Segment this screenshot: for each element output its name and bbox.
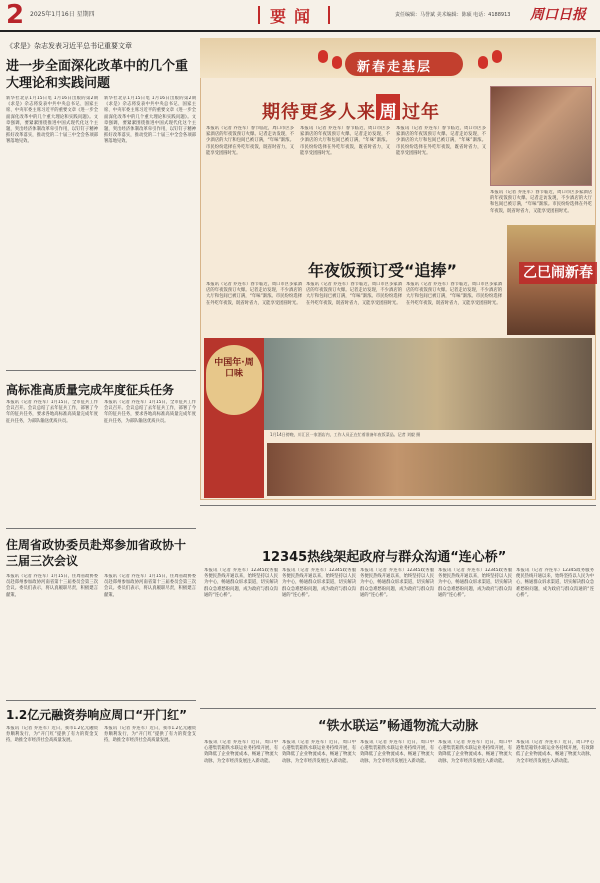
photo-label: 乙巳闹新春 (519, 262, 597, 284)
feature-body-col1: 本报讯（记者 乔连军）春节临近，周口市区多家酒店的年夜饭预订火爆。记者走访发现，不少酒店的大厅和包间已被订满，“年味”渐浓。市民纷纷选择在外吃年夜饭，既省时省力，又能享受团圆时光。 (206, 126, 294, 156)
photo-caption: 1月14日傍晚，川汇区一家酒店内，工作人员正在忙着准备年夜饭菜品。记者 刘毅 摄 (270, 432, 421, 437)
article6-body-col3: 本报讯（记者 乔连军）近日，周口中心港集装箱铁水联运业务持续开展，有效降低了企业物流成本，畅通了物流大动脉，为全市经济发展注入新动能。 (360, 740, 434, 764)
section-title: 要闻 (270, 7, 319, 26)
feature-body-col6: 本报讯（记者 乔连军）春节临近，周口市区多家酒店的年夜饭预订火爆。记者走访发现，不少酒店的大厅和包间已被订满，“年味”渐浓。市民纷纷选择在外吃年夜饭，既省时省力，又能享受团圆时光。 (306, 282, 402, 306)
feature-photo-bottom (267, 443, 592, 496)
article1-headline: 进一步全面深化改革中的几个重大理论和实践问题 (6, 59, 189, 91)
lantern-icon (492, 50, 502, 63)
section-divider-right (328, 6, 330, 24)
article4-headline: 1.2亿元融资券响应周口“开门红” (6, 708, 188, 722)
strip-emblem (206, 345, 262, 415)
lantern-icon (318, 50, 328, 63)
article5-body-col3: 本报讯（记者 乔连军）12345政务服务便民热线开通以来，始终坚持以人民为中心，畅通群众诉求渠道，切实解决群众急难愁盼问题，成为政府与群众沟通的“连心桥”。 (360, 568, 434, 598)
feature-body-col7: 本报讯（记者 乔连军）春节临近，周口市区多家酒店的年夜饭预订火爆。记者走访发现，不少酒店的大厅和包间已被订满，“年味”渐浓。市民纷纷选择在外吃年夜饭，既省时省力，又能享受团圆时光。 (406, 282, 502, 306)
article5-body-col1: 本报讯（记者 乔连军）12345政务服务便民热线开通以来，始终坚持以人民为中心，畅通群众诉求渠道，切实解决群众急难愁盼问题，成为政府与群众沟通的“连心桥”。 (204, 568, 278, 598)
feature-headline (262, 98, 440, 124)
divider (200, 708, 596, 709)
issue-date: 2025年1月16日 星期四 (30, 11, 95, 18)
article4-body-col1: 本报讯（记者 乔连军）近日，我市1.2亿元融资券顺利发行，为“开门红”提供了有力的资金支持，助推全市经济社会高质量发展。 (6, 726, 98, 744)
article3-headline: 住周省政协委员赴郑参加省政协十三届三次会议 (6, 538, 187, 568)
article5-body-col2: 本报讯（记者 乔连军）12345政务服务便民热线开通以来，始终坚持以人民为中心，畅通群众诉求渠道，切实解决群众急难愁盼问题，成为政府与群众沟通的“连心桥”。 (282, 568, 356, 598)
feature-headline-pre: 期待更多人来 (262, 102, 376, 123)
feature-body-col5: 本报讯（记者 乔连军）春节临近，周口市区多家酒店的年夜饭预订火爆。记者走访发现，不少酒店的大厅和包间已被订满，“年味”渐浓。市民纷纷选择在外吃年夜饭，既省时省力，又能享受团圆时光。 (206, 282, 302, 306)
feature-body-col2: 本报讯（记者 乔连军）春节临近，周口市区多家酒店的年夜饭预订火爆。记者走访发现，不少酒店的大厅和包间已被订满，“年味”渐浓。市民纷纷选择在外吃年夜饭，既省时省力，又能享受团圆时光。 (300, 126, 390, 156)
feature-headline-highlight: 周 (379, 102, 397, 123)
article6-body-col5: 本报讯（记者 乔连军）近日，周口中心港集装箱铁水联运业务持续开展，有效降低了企业物流成本，畅通了物流大动脉，为全市经济发展注入新动能。 (516, 740, 594, 764)
article5-headline: 12345热线架起政府与群众沟通“连心桥” (262, 550, 507, 565)
lantern-icon (478, 56, 488, 69)
article6-body-col1: 本报讯（记者 乔连军）近日，周口中心港集装箱铁水联运业务持续开展，有效降低了企业物流成本，畅通了物流大动脉，为全市经济发展注入新动能。 (204, 740, 278, 764)
section-divider-left (258, 6, 260, 24)
divider (6, 370, 196, 371)
page-number: 2 (6, 0, 25, 30)
page-header (0, 0, 600, 32)
feature-subhead: 年夜饭预订受“追捧” (308, 261, 458, 280)
article1-body-col1: 新华社北京1月15日电 1月16日出版的第2期《求是》杂志将发表中共中央总书记、国家主席、中央军委主席习近平的重要文章《进一步全面深化改革中的几个重大理论和实践问题》。文章强调，要紧紧围绕推进中国式现代化这个主题，突出经济体制改革牵引作用，以钉钉子精神抓好改革落实，推动党的二十届三中全会各项部署落地见效。 (6, 96, 98, 145)
banner-title: 新春走基层 (357, 60, 433, 75)
strip-title: 中国年·周口味 (214, 358, 254, 379)
divider (6, 700, 196, 701)
feature-headline-post: 过年 (402, 102, 440, 123)
lantern-icon (332, 56, 342, 69)
article4-body-col2: 本报讯（记者 乔连军）近日，我市1.2亿元融资券顺利发行，为“开门红”提供了有力的资金支持，助推全市经济社会高质量发展。 (104, 726, 196, 744)
article2-body-col1: 本报讯（记者 乔连军）1月15日，全市征兵工作会议召开。会议总结了去年征兵工作，部署了今年的征兵任务，要求各地高标准高质量完成年度征兵任务，为部队输送优质兵员。 (6, 400, 98, 424)
editor-credits: 责任编辑：马誉斌 美术编辑：陈硕 电话：4188913 (395, 12, 511, 18)
article6-headline: “铁水联运”畅通物流大动脉 (318, 719, 479, 734)
article2-headline: 高标准高质量完成年度征兵任务 (6, 383, 175, 397)
article3-body-col1: 本报讯（记者 乔连军）1月15日，住周省政协委员赴郑州参加政协河南省第十三届委员会第三次会议。委员们表示，将认真履职尽责，积极建言献策。 (6, 574, 98, 598)
newspaper-brand: 周口日报 (530, 7, 586, 23)
article6-body-col4: 本报讯（记者 乔连军）近日，周口中心港集装箱铁水联运业务持续开展，有效降低了企业物流成本，畅通了物流大动脉，为全市经济发展注入新动能。 (438, 740, 512, 764)
article5-body-col5: 本报讯（记者 乔连军）12345政务服务便民热线开通以来，始终坚持以人民为中心，畅通群众诉求渠道，切实解决群众急难愁盼问题，成为政府与群众沟通的“连心桥”。 (516, 568, 594, 598)
article1-kicker: 《求是》杂志发表习近平总书记重要文章 (6, 42, 132, 50)
article3-body-col2: 本报讯（记者 乔连军）1月15日，住周省政协委员赴郑州参加政协河南省第十三届委员会第三次会议。委员们表示，将认真履职尽责，积极建言献策。 (104, 574, 196, 598)
article6-body-col2: 本报讯（记者 乔连军）近日，周口中心港集装箱铁水联运业务持续开展，有效降低了企业物流成本，畅通了物流大动脉，为全市经济发展注入新动能。 (282, 740, 356, 764)
feature-body-col4: 本报讯（记者 乔连军）春节临近，周口市区多家酒店的年夜饭预订火爆。记者走访发现，不少酒店的大厅和包间已被订满，“年味”渐浓。市民纷纷选择在外吃年夜饭，既省时省力，又能享受团圆时光。 (490, 190, 592, 214)
divider (200, 505, 596, 506)
article2-body-col2: 本报讯（记者 乔连军）1月15日，全市征兵工作会议召开。会议总结了去年征兵工作，部署了今年的征兵任务，要求各地高标准高质量完成年度征兵任务，为部队输送优质兵员。 (104, 400, 196, 424)
article5-body-col4: 本报讯（记者 乔连军）12345政务服务便民热线开通以来，始终坚持以人民为中心，畅通群众诉求渠道，切实解决群众急难愁盼问题，成为政府与群众沟通的“连心桥”。 (438, 568, 512, 598)
divider (6, 528, 196, 529)
feature-body-col3: 本报讯（记者 乔连军）春节临近，周口市区多家酒店的年夜饭预订火爆。记者走访发现，不少酒店的大厅和包间已被订满，“年味”渐浓。市民纷纷选择在外吃年夜饭，既省时省力，又能享受团圆时光。 (396, 126, 486, 156)
feature-photo-top (490, 86, 592, 186)
article1-body-col2: 新华社北京1月15日电 1月16日出版的第2期《求是》杂志将发表中共中央总书记、国家主席、中央军委主席习近平的重要文章《进一步全面深化改革中的几个重大理论和实践问题》。文章强调，要紧紧围绕推进中国式现代化这个主题，突出经济体制改革牵引作用，以钉钉子精神抓好改革落实，推动党的二十届三中全会各项部署落地见效。 (104, 96, 196, 145)
